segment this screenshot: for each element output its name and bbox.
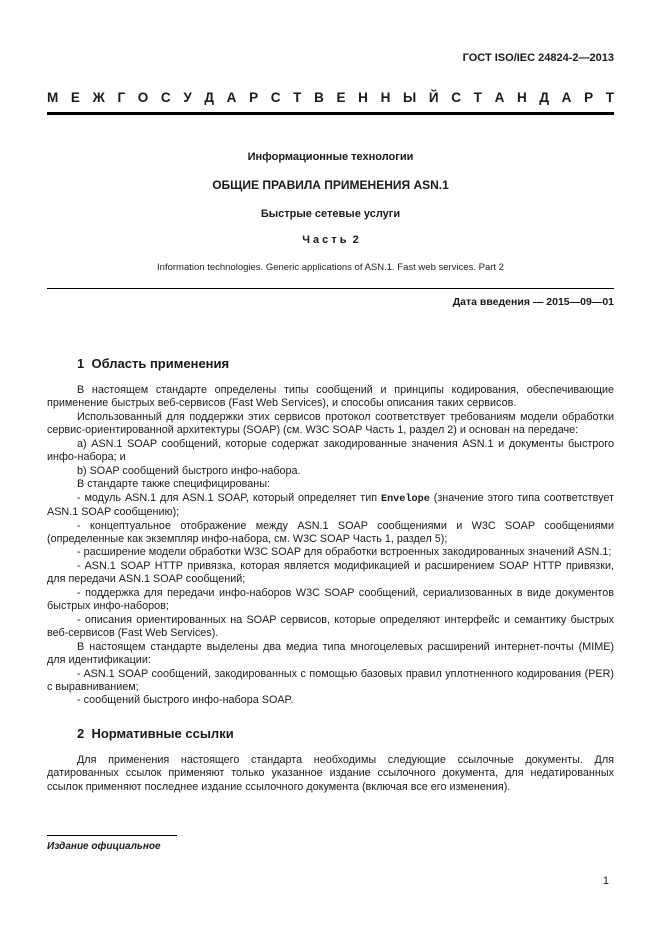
paragraph: а) ASN.1 SOAP сообщений, которые содержат закодированные значения ASN.1 и документы быстрого инфо-набора; и	[47, 437, 614, 464]
edition-note: Издание официальное	[47, 841, 161, 852]
list-item: - описания ориентированных на SOAP сервисов, которые определяют интерфейс и семантику быстрых веб-сервисов (Fast Web Services).	[47, 613, 614, 640]
list-item: - ASN.1 SOAP HTTP привязка, которая является модификацией и расширением SOAP HTTP привязки, для передачи ASN.1 SOAP сообщений;	[47, 559, 614, 586]
paragraph: Для применения настоящего стандарта необходимы следующие ссылочные документы. Для датированных ссылок применяют только указанное издание ссылочного документа, для недатированных ссылок применяют последнее издание ссылочного документа (включая все его изменения).	[47, 753, 614, 793]
page-number: 1	[602, 875, 609, 887]
banner-rule	[47, 112, 614, 115]
list-item: - сообщений быстрого инфо-набора SOAP.	[77, 694, 294, 707]
list-item-envelope	[47, 492, 614, 520]
list-item: - концептуальное отображение между ASN.1 SOAP сообщениями и W3C SOAP сообщениями (определенные как экземпляр инфо-набора, см. W3C SOAP Часть 1, раздел 5);	[47, 519, 614, 545]
doc-number: ГОСТ ISO/IEC 24824-2—2013	[462, 52, 614, 64]
title-main: ОБЩИЕ ПРАВИЛА ПРИМЕНЕНИЯ ASN.1	[212, 178, 449, 192]
paragraph: b) SOAP сообщений быстрого инфо-набора.	[77, 464, 301, 477]
effective-date: Дата введения — 2015—09—01	[452, 296, 614, 308]
code-inline: Envelope	[380, 493, 430, 505]
footer-rule	[47, 835, 177, 836]
list-item: - ASN.1 SOAP сообщений, закодированных с помощью базовых правил уплотненного кодирования (PER) с выравниванием;	[47, 667, 614, 693]
standard-type-banner: М Е Ж Г О С У Д А Р С Т В Е Н Н Ы Й С Т А Н Д А Р Т	[47, 90, 614, 105]
title-rule	[47, 288, 614, 289]
title-subtitle: Быстрые сетевые услуги	[260, 208, 401, 220]
section-2-heading: 2 Нормативные ссылки	[77, 725, 234, 741]
paragraph: В настоящем стандарте определены типы сообщений и принципы кодирования, обеспечивающие применение быстрых веб-сервисов (Fast Web Services), и способы описания таких сервисов.	[47, 384, 614, 410]
title-part: Ч а с т ь 2	[302, 234, 359, 246]
text-run: (значение этого типа соответствует ASN.1 SOAP сообщению);	[47, 491, 614, 519]
paragraph: В стандарте также специфицированы:	[77, 478, 271, 491]
list-item: - расширение модели обработки W3C SOAP для обработки встроенных закодированных значений ASN.1;	[77, 546, 612, 559]
title-block	[47, 151, 614, 273]
paragraph: В настоящем стандарте выделены два медиа типа многоцелевых расширений интернет-почты (MIME) для идентификации:	[47, 640, 614, 667]
document-body	[47, 356, 614, 794]
section-1-heading: 1 Область применения	[77, 356, 230, 371]
text-run: - модуль ASN.1 для ASN.1 SOAP, который определяет тип	[77, 491, 381, 504]
list-item: - поддержка для передачи инфо-наборов W3C SOAP сообщений, сериализованных в виде документов быстрых инфо-наборов;	[47, 586, 614, 613]
title-english: Information technologies. Generic applications of ASN.1. Fast web services. Part 2	[157, 262, 504, 273]
paragraph: Использованный для поддержки этих сервисов протокол соответствует требованиям модели обработки сервис-ориентированной архитектуры (SOAP) (см. W3C SOAP Часть 1, раздел 2) и основан на передаче:	[47, 410, 614, 437]
title-subject: Информационные технологии	[247, 151, 414, 163]
